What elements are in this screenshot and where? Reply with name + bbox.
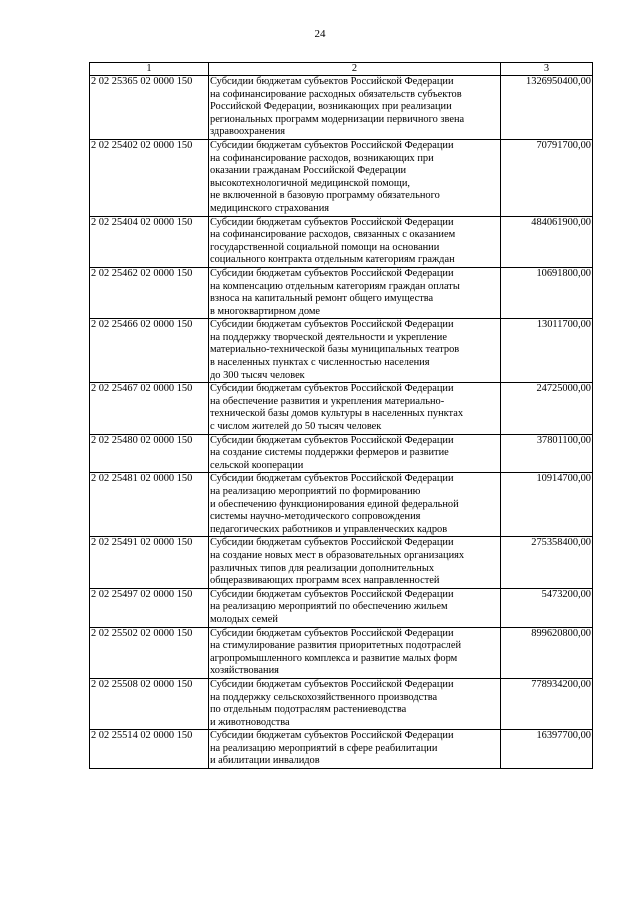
description-line: Субсидии бюджетам субъектов Российской Федерации <box>210 139 454 151</box>
row-description <box>209 588 501 627</box>
description-line: педагогических работников и управленческих кадров <box>210 523 448 535</box>
description-line: Субсидии бюджетам субъектов Российской Федерации <box>210 473 454 485</box>
description-line: Субсидии бюджетам субъектов Российской Федерации <box>210 267 454 279</box>
description-line: на стимулирование развития приоритетных подотраслей <box>210 640 462 652</box>
table-row <box>90 216 593 267</box>
table-row <box>90 627 593 678</box>
description-line: Субсидии бюджетам субъектов Российской Федерации <box>210 730 454 742</box>
description-line: системы научно-методического сопровождения <box>210 511 421 523</box>
row-code: 2 02 25404 02 0000 150 <box>90 216 209 267</box>
row-code: 2 02 25514 02 0000 150 <box>90 730 209 769</box>
row-amount: 16397700,00 <box>501 730 593 769</box>
description-line: Субсидии бюджетам субъектов Российской Федерации <box>210 434 454 446</box>
row-description <box>209 730 501 769</box>
table-row <box>90 678 593 729</box>
description-line: с числом жителей до 50 тысяч человек <box>210 421 382 433</box>
description-line: здравоохранения <box>210 126 286 138</box>
description-line: и абилитации инвалидов <box>210 755 320 767</box>
description-line: и животноводства <box>210 716 290 728</box>
description-line: социального контракта отдельным категориям граждан <box>210 254 455 266</box>
budget-table <box>89 62 593 769</box>
row-code: 2 02 25481 02 0000 150 <box>90 473 209 537</box>
page-number: 24 <box>314 28 326 40</box>
description-line: взноса на капитальный ремонт общего имущества <box>210 293 434 305</box>
table-row <box>90 588 593 627</box>
table-row <box>90 139 593 216</box>
table-row <box>90 383 593 434</box>
description-line: сельской кооперации <box>210 459 304 471</box>
description-line: на софинансирование расходов, связанных с оказанием <box>210 229 456 241</box>
description-line: молодых семей <box>210 613 278 625</box>
description-line: на софинансирование расходных обязательств субъектов <box>210 88 462 100</box>
description-line: на поддержку сельскохозяйственного производства <box>210 691 438 703</box>
table-row <box>90 319 593 383</box>
description-line: Субсидии бюджетам субъектов Российской Федерации <box>210 216 454 228</box>
description-line: в населенных пунктах с численностью населения <box>210 357 430 369</box>
row-code: 2 02 25497 02 0000 150 <box>90 588 209 627</box>
description-line: на поддержку творческой деятельности и укрепление <box>210 331 447 343</box>
description-line: на компенсацию отдельным категориям граждан оплаты <box>210 280 460 292</box>
description-line: на создание системы поддержки фермеров и развитие <box>210 447 449 459</box>
description-line: различных типов для реализации дополнительных <box>210 562 435 574</box>
row-description <box>209 267 501 318</box>
row-description <box>209 319 501 383</box>
row-description <box>209 537 501 588</box>
description-line: Субсидии бюджетам субъектов Российской Федерации <box>210 319 454 331</box>
row-amount: 70791700,00 <box>501 139 593 216</box>
description-line: общеразвивающих программ всех направленностей <box>210 575 440 587</box>
description-line: оказании гражданам Российской Федерации <box>210 165 407 177</box>
header-cell-code: 1 <box>90 63 209 76</box>
row-code: 2 02 25467 02 0000 150 <box>90 383 209 434</box>
description-line: Субсидии бюджетам субъектов Российской Федерации <box>210 678 454 690</box>
description-line: Российской Федерации, возникающих при реализации <box>210 101 452 113</box>
description-line: региональных программ модернизации первичного звена <box>210 113 465 125</box>
description-line: на реализацию мероприятий по обеспечению жильем <box>210 601 448 613</box>
description-line: на софинансирование расходов, возникающих при <box>210 152 434 164</box>
description-line: высокотехнологичной медицинской помощи, <box>210 177 410 189</box>
description-line: на создание новых мест в образовательных организациях <box>210 549 465 561</box>
row-code: 2 02 25508 02 0000 150 <box>90 678 209 729</box>
row-amount: 899620800,00 <box>501 627 593 678</box>
table-row <box>90 730 593 769</box>
row-code: 2 02 25480 02 0000 150 <box>90 434 209 473</box>
description-line: медицинского страхования <box>210 202 330 214</box>
table-row <box>90 473 593 537</box>
description-line: Субсидии бюджетам субъектов Российской Федерации <box>210 537 454 549</box>
row-amount: 5473200,00 <box>501 588 593 627</box>
row-amount: 10691800,00 <box>501 267 593 318</box>
row-code: 2 02 25365 02 0000 150 <box>90 76 209 140</box>
row-description <box>209 627 501 678</box>
description-line: на реализацию мероприятий по формированию <box>210 486 421 497</box>
row-amount: 484061900,00 <box>501 216 593 267</box>
row-code: 2 02 25491 02 0000 150 <box>90 537 209 588</box>
description-line: и обеспечению функционирования единой федеральной <box>210 498 459 510</box>
description-line: в многоквартирном доме <box>210 305 321 317</box>
description-line: хозяйствования <box>210 665 279 677</box>
description-line: по отдельным подотраслям растениеводства <box>210 704 407 716</box>
row-amount: 24725000,00 <box>501 383 593 434</box>
row-amount: 1326950400,00 <box>501 76 593 140</box>
row-amount: 275358400,00 <box>501 537 593 588</box>
description-line: Субсидии бюджетам субъектов Российской Федерации <box>210 383 454 395</box>
description-line: Субсидии бюджетам субъектов Российской Федерации <box>210 588 454 600</box>
table-row <box>90 76 593 140</box>
description-line: Субсидии бюджетам субъектов Российской Федерации <box>210 76 454 87</box>
description-line: Субсидии бюджетам субъектов Российской Федерации <box>210 627 454 639</box>
row-amount: 778934200,00 <box>501 678 593 729</box>
header-row <box>90 63 593 76</box>
row-description <box>209 76 501 140</box>
description-line: агропромышленного комплекса и развитие малых форм <box>210 652 458 664</box>
description-line: государственной социальной помощи на основании <box>210 241 440 253</box>
description-line: на реализацию мероприятий в сфере реабилитации <box>210 742 438 754</box>
row-code: 2 02 25462 02 0000 150 <box>90 267 209 318</box>
description-line: на обеспечение развития и укрепления материально- <box>210 395 445 407</box>
table-row <box>90 537 593 588</box>
description-line: материально-технической базы муниципальных театров <box>210 344 460 356</box>
row-code: 2 02 25402 02 0000 150 <box>90 139 209 216</box>
row-description <box>209 473 501 537</box>
description-line: не включенной в базовую программу обязательного <box>210 190 440 202</box>
header-cell-amount: 3 <box>501 63 593 76</box>
row-description <box>209 434 501 473</box>
row-code: 2 02 25466 02 0000 150 <box>90 319 209 383</box>
row-amount: 10914700,00 <box>501 473 593 537</box>
description-line: до 300 тысяч человек <box>210 369 305 381</box>
row-description <box>209 383 501 434</box>
row-amount: 13011700,00 <box>501 319 593 383</box>
table-row <box>90 434 593 473</box>
header-cell-description: 2 <box>209 63 501 76</box>
row-amount: 37801100,00 <box>501 434 593 473</box>
row-description <box>209 216 501 267</box>
row-description <box>209 139 501 216</box>
description-line: технической базы домов культуры в населенных пунктах <box>210 408 464 420</box>
table-body <box>90 76 593 769</box>
row-code: 2 02 25502 02 0000 150 <box>90 627 209 678</box>
table-row <box>90 267 593 318</box>
row-description <box>209 678 501 729</box>
